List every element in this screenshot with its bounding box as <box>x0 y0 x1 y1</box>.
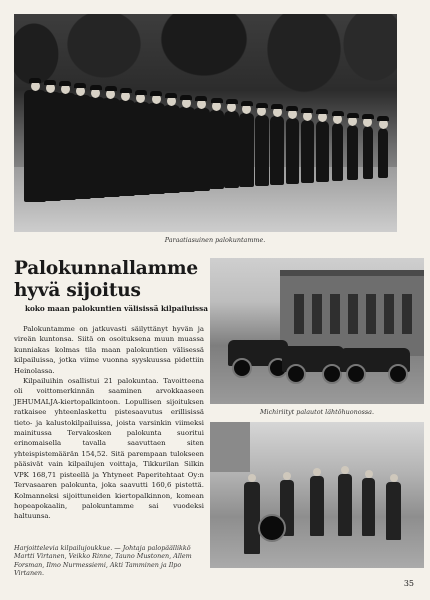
firefighter <box>378 128 388 178</box>
building <box>280 270 424 356</box>
firefighter <box>239 113 254 187</box>
firefighter <box>363 126 374 179</box>
firefighter <box>224 111 239 188</box>
firefighter <box>193 108 209 190</box>
firefighter <box>332 123 344 181</box>
firefighter <box>270 116 284 185</box>
article-subtitle: koko maan palokuntien välisissä kilpailuissa <box>24 304 208 313</box>
caption-middle: Michiriityt palautot lähtöhuonossa. <box>260 408 374 416</box>
caption-top: Paraatiasuinen palokuntamme. <box>164 236 266 244</box>
firefighter <box>347 125 358 180</box>
training-team-photo <box>210 422 424 568</box>
firefighter <box>209 110 225 190</box>
firefighter <box>301 120 314 183</box>
firefighter <box>255 115 269 187</box>
firefighter <box>178 107 195 192</box>
firefighter <box>286 118 299 184</box>
paragraph: Palokuntamme on jatkuvasti säilyttänyt hyvän ja vireän kuntonsa. Siitä on osoituksena muun muassa kunniakas kolmas tila maan palokuntien välisessä kilpailuissa, jotka viime vuonna syyskuussa pidettiin Heinolassa. <box>14 325 204 375</box>
fire-trucks-photo <box>210 258 424 404</box>
firefighter <box>316 121 328 182</box>
paragraph: Kilpailuihin osallistui 21 palokuntaa. Tavoitteena oli voittomerkinnän saaminen arvokkaaseen JEHUMALJA-kiertopalkintoon. Lopullisen sijoituksen ratkaisee yhteenlaskettu pistesaavutus erillisissä tieto- ja kalustokilpailuissa, joista varsinkin viimeksi mainitussa Tervakosken palokunta suoritui erinomaisella tavalla saavuttaen siten yhteispistemäärän 154,52. Sitä parempaan tulokseen pääsivät vain kilpailujen voittaja, Tikkurilan Silkin VPK 168,71 pisteellä ja Yhtyneet Paperitehtaat Oy:n Tervasaaren palokunta, joka saavutti 160,6 pistettä. Kolmanneksi sijoittuneiden kiertopalkinnon, komean hopeapokaalin, palokuntamme sai vuodeksi haltuunsa. <box>14 377 204 521</box>
article-body <box>14 324 204 522</box>
article-title: Palokunnallamme hyvä sijoitus <box>14 258 198 301</box>
caption-bottom: Harjoittelevia kilpailujoukkue. — Johtaja palopäällikkö Martti Virtanen, Veikko Rinne, Tauno Mustonen, Allem Forsman, Ilmo Nurmessiemi, Akti Tamminen ja Ilpo Virtanen. <box>14 544 192 578</box>
parade-photo <box>14 14 397 232</box>
page-number: 35 <box>403 579 414 588</box>
